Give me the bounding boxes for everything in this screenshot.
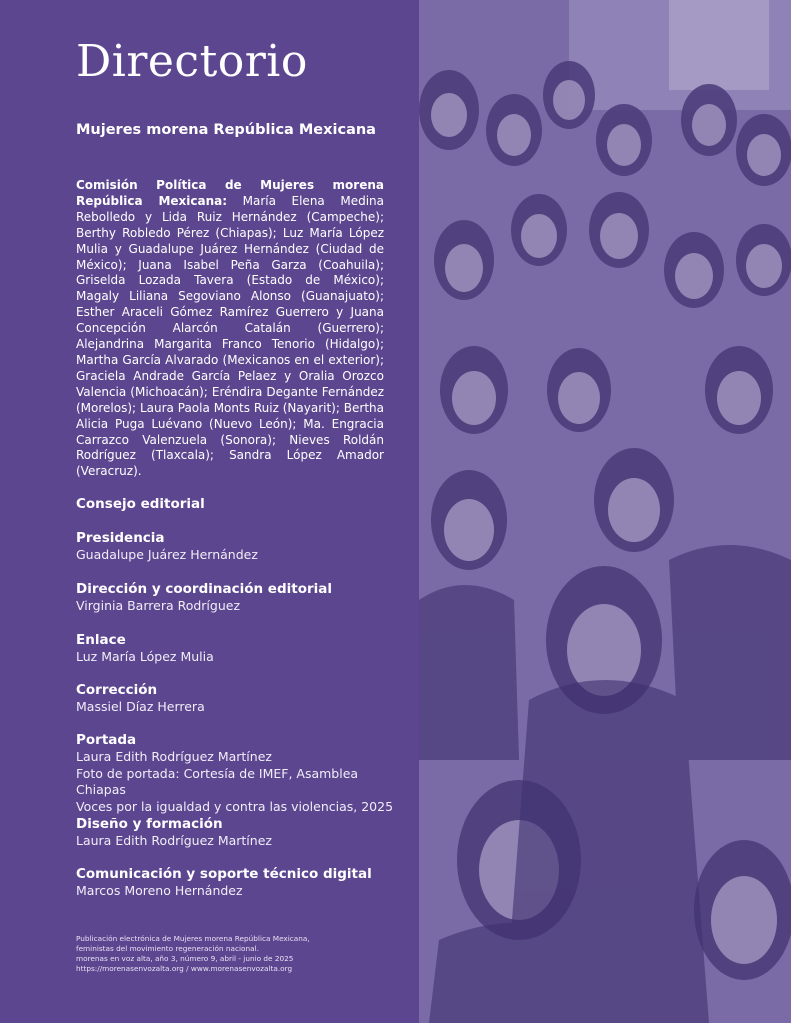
credit-role: Dirección y coordinación editorial	[76, 581, 332, 597]
organization-subtitle: Mujeres morena República Mexicana	[76, 122, 376, 138]
commission-members: María Elena Medina Rebolledo y Lida Ruiz Hernández (Campeche); Berthy Robledo Pérez (Chiapas); Luz María López Mulia y Guadalupe Juárez Hernández (Ciudad de México); Juana Isabel Peña Garza (Coahuila); Griselda Lozada Tavera (Estado de México); Magaly Liliana Segoviano Alonso (Guanajuato); Esther Araceli Gómez Ramírez Guerrero y Juana Concepción Alarcón Catalán (Guerrero); Alejandrina Margarita Franco Tenorio (Hidalgo); Martha García Alvarado (Mexicanos en el exterior); Graciela Andrade García Pelaez y Oralia Orozco Valencia (Michoacán); Eréndira Degante Fernández (Morelos); Laura Paola Monts Ruiz (Nayarit); Bertha Alicia Puga Luévano (Nuevo León); Ma. Engracia Carrazco Valenzuela (Sonora); Nieves Roldán Rodríguez (Tlaxcala); Sandra López Amador (Veracruz).	[76, 193, 384, 479]
credit-role: Corrección	[76, 682, 158, 698]
credit-role: Diseño y formación	[76, 816, 223, 832]
credit-name: Laura Edith Rodríguez Martínez	[76, 749, 272, 764]
credit-diseno	[76, 816, 396, 850]
credit-name: Luz María López Mulia	[76, 649, 214, 664]
footer-links[interactable]: https://morenasenvozalta.org / www.morenasenvozalta.org	[76, 964, 293, 973]
credit-role: Portada	[76, 732, 137, 748]
photo-credit-event: Voces por la igualdad y contra las violencias, 2025	[76, 798, 394, 814]
credit-name: Laura Edith Rodríguez Martínez	[76, 833, 272, 848]
footer-line: Publicación electrónica de Mujeres morena República Mexicana,	[76, 934, 310, 943]
credit-role: Presidencia	[76, 530, 165, 546]
credit-portada	[76, 732, 396, 815]
publication-footer	[76, 934, 406, 974]
footer-line: morenas en voz alta, año 3, número 9, abril - junio de 2025	[76, 954, 294, 963]
credit-name: Marcos Moreno Hernández	[76, 883, 243, 898]
credit-enlace	[76, 632, 396, 666]
commission-label: Comisión Política de Mujeres morena República Mexicana:	[76, 178, 384, 208]
commission-paragraph	[76, 178, 384, 480]
page-title: Directorio	[76, 36, 308, 87]
credit-comunicacion	[76, 866, 396, 900]
editorial-heading: Consejo editorial	[76, 496, 205, 512]
footer-line: feministas del movimiento regeneración nacional.	[76, 944, 259, 953]
credit-direccion	[76, 581, 396, 615]
photo-credit: Foto de portada: Cortesía de IMEF, Asamblea Chiapas	[76, 765, 359, 797]
credit-name: Guadalupe Juárez Hernández	[76, 547, 258, 562]
credit-name: Massiel Díaz Herrera	[76, 699, 205, 714]
credit-name: Virginia Barrera Rodríguez	[76, 598, 241, 613]
credit-correccion	[76, 682, 396, 716]
cover-photo	[419, 0, 791, 1023]
group-photo-illustration	[419, 0, 791, 1023]
credit-role: Comunicación y soporte técnico digital	[76, 866, 372, 882]
credit-presidencia	[76, 530, 396, 564]
credit-role: Enlace	[76, 632, 126, 648]
